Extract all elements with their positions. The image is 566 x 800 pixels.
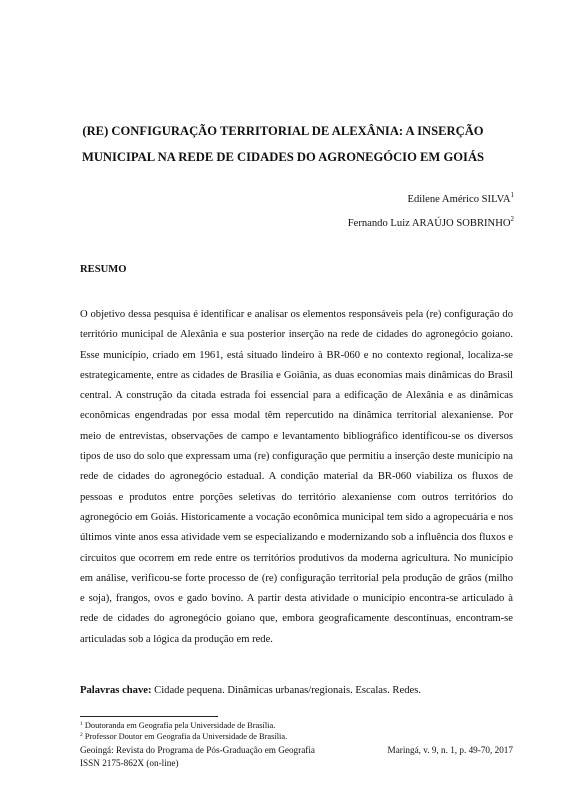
footnotes <box>80 720 287 742</box>
footnote-marker: 2 <box>80 732 83 738</box>
footnote-text: Professor Doutor em Geografia da Universidade de Brasília. <box>82 732 288 741</box>
author-list <box>348 188 514 236</box>
paper-title: (RE) CONFIGURAÇÃO TERRITORIAL DE ALEXÂNIA: A INSERÇÃO MUNICIPAL NA REDE DE CIDADES DO AGRONEGÓCIO EM GOIÁS <box>81 124 485 164</box>
journal-name: Geoingá: Revista do Programa de Pós-Graduação em Geografia <box>80 745 315 755</box>
footnote-text: Doutoranda em Geografia pela Universidade de Brasília. <box>82 721 276 730</box>
keywords <box>80 685 421 696</box>
footnote <box>80 720 287 731</box>
keywords-label: Palavras chave: <box>80 685 152 696</box>
citation-info: Maringá, v. 9, n. 1, p. 49-70, 2017 <box>387 745 513 755</box>
issn: ISSN 2175-862X (on-line) <box>80 758 179 768</box>
footnote-marker: 1 <box>80 721 83 727</box>
author <box>348 212 514 236</box>
keywords-list: Cidade pequena. Dinâmicas urbanas/regionais. Escalas. Redes. <box>151 685 421 696</box>
author-name: Edilene Américo SILVA <box>407 194 511 205</box>
footnote-divider <box>80 716 218 717</box>
author-name: Fernando Luiz ARAÚJO SOBRINHO <box>347 218 511 229</box>
footnote <box>80 731 287 742</box>
page-footer <box>80 744 513 770</box>
footnote-marker: 1 <box>510 191 514 199</box>
author <box>348 188 514 212</box>
abstract-body: O objetivo dessa pesquisa é identificar e analisar os elementos responsáveis pela (re) configuração do território municipal de Alexânia e sua posterior inserção na rede de cidades do agronegócio goiano. Esse município, criado em 1961, está situado lindeiro à BR-060 e no contexto regional, localiza-se estrategicamente, entre as cidades de Brasília e Goiânia, as duas economias mais dinâmicas do Brasil central. A construção da citada estrada foi essencial para a edificação de Alexânia e as dinâmicas econômicas engendradas por essa modal têm repercutido na dinâmica territorial alexaniense. Por meio de entrevistas, observações de campo e levantamento bibliográfico identificou-se os diversos tipos de uso do solo que expressam uma (re) configuração que permitiu a inserção deste município na rede de cidades do agronegócio estadual. A condição material da BR-060 viabiliza os fluxos de pessoas e produtos entre porções seletivas do território alexaniense com outros territórios do agronegócio em Goiás. Historicamente a vocação econômica municipal tem sido a agropecuária e nos últimos vinte anos essa atividade vem se especializando e modernizando sob a influência dos fluxos e circuitos que ocorrem em rede entre os territórios produtivos da moderna agricultura. No município em análise, verificou-se forte processo de (re) configuração territorial pela produção de grãos (milho e soja), frangos, ovos e gado bovino. A partir desta atividade o município encontra-se articulado à rede de cidades do agronegócio goiano que, embora geograficamente descontínuas, encontram-se articuladas sob a lógica da produção em rede. <box>80 309 513 645</box>
footnote-marker: 2 <box>510 215 514 223</box>
abstract-heading: RESUMO <box>80 264 127 275</box>
